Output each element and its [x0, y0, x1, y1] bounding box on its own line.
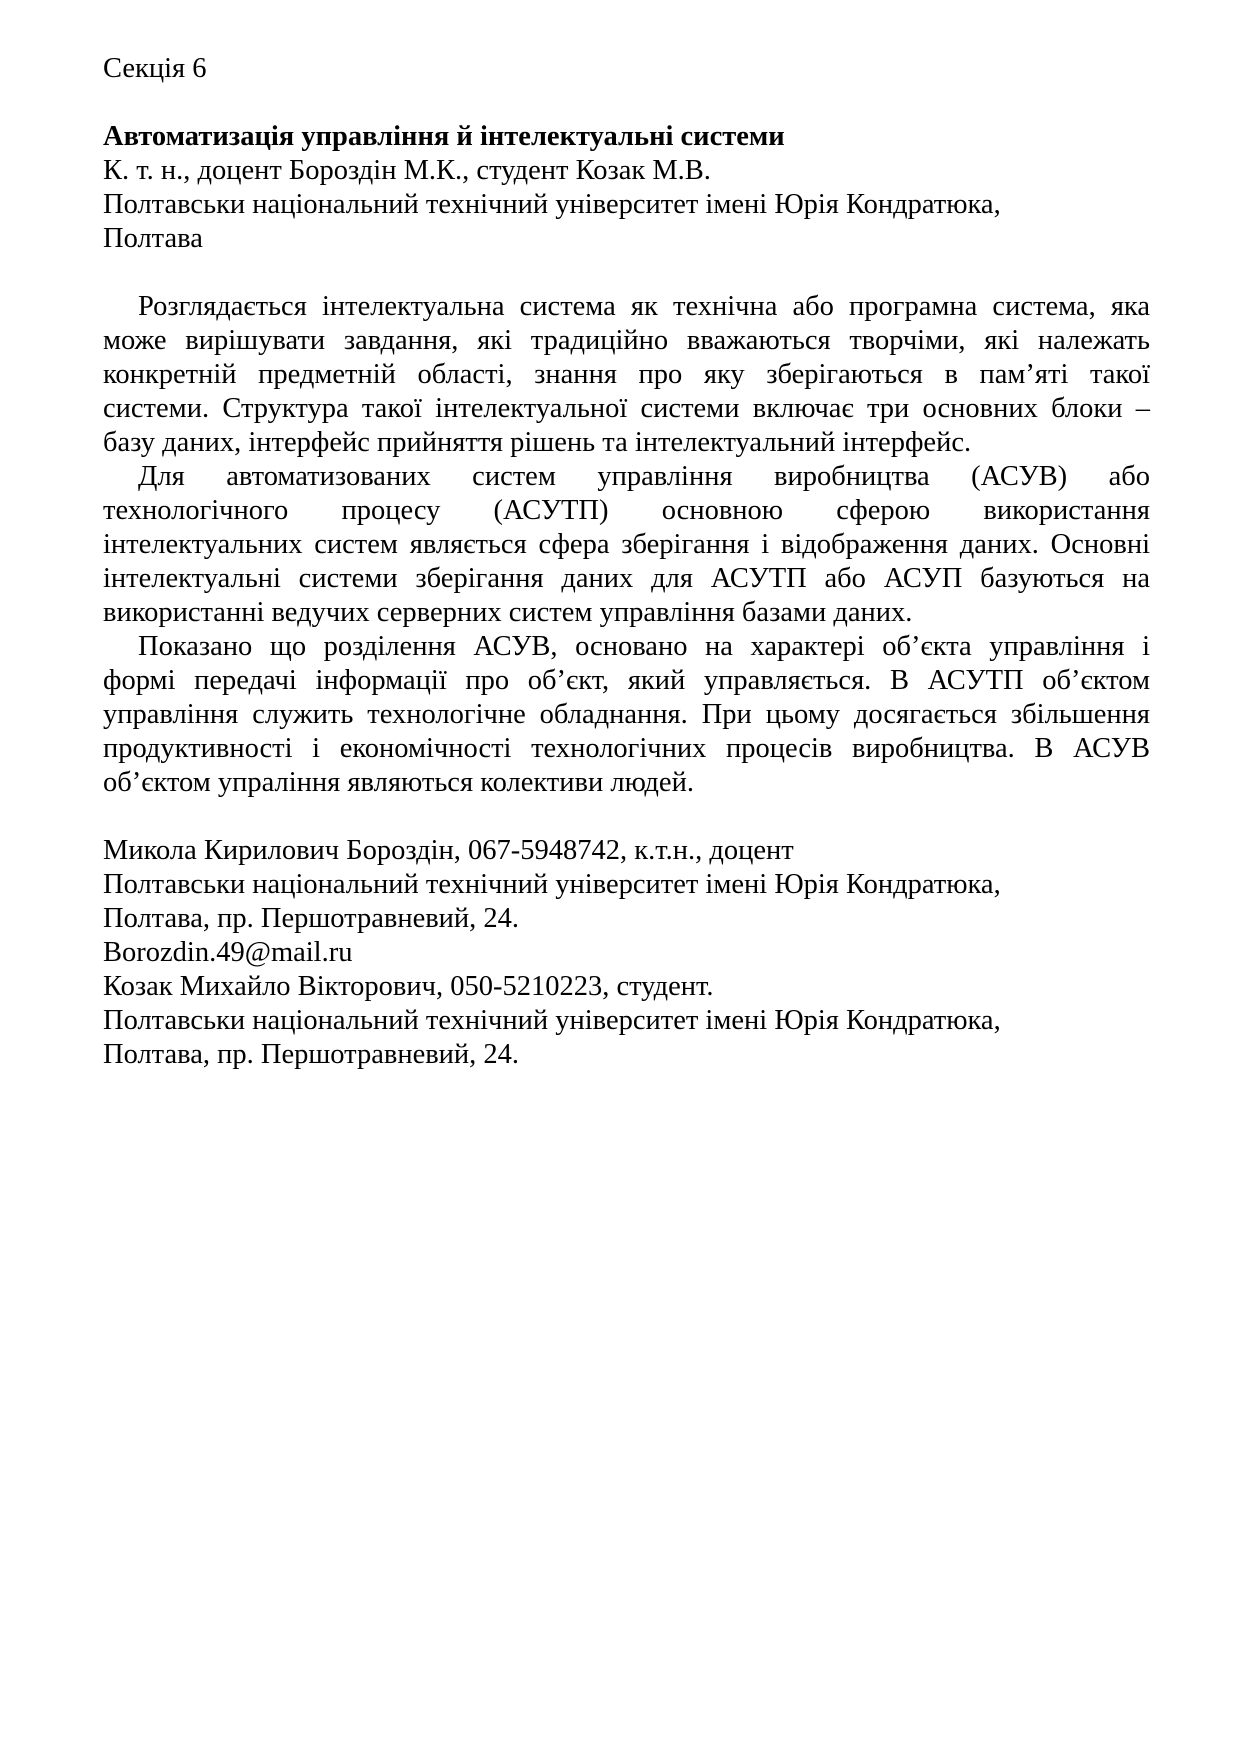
paragraph-1-line-2: може вирішувати завдання, які традиційно вважаються творчіми, які належать	[103, 325, 1150, 356]
byline: К. т. н., доцент Бороздін М.К., студент Козак М.В.	[103, 155, 711, 186]
paragraph-2-line-5: використанні ведучих серверних систем управління базами даних.	[103, 597, 913, 628]
paragraph-3-line-5: об’єктом упраління являються колективи людей.	[103, 767, 694, 798]
paragraph-2-line-3: інтелектуальних систем являється сфера зберігання і відображення даних. Основні	[103, 529, 1150, 560]
contact-author2-line: Козак Михайло Вікторович, 050-5210223, студент.	[103, 971, 714, 1002]
paragraph-2-line-4: інтелектуальні системи зберігання даних для АСУТП або АСУП базуються на	[103, 563, 1150, 594]
paragraph-3-line-1: Показано що розділення АСУВ, основано на характері об’єкта управління і	[138, 631, 1150, 662]
city-line: Полтава	[103, 223, 203, 254]
paragraph-1-line-5: базу даних, інтерфейс прийняття рішень та інтелектуальний інтерфейс.	[103, 427, 972, 458]
blank-line	[103, 800, 1150, 834]
contact-affiliation2-line: Полтавськи національний технічний університет імені Юрія Кондратюка,	[103, 1005, 1001, 1036]
contact-author1-line: Микола Кирилович Бороздін, 067-5948742, к.т.н., доцент	[103, 835, 794, 866]
paragraph-3-line-4: продуктивності і економічності технологічних процесів виробництва. В АСУВ	[103, 733, 1150, 764]
contact-address2-line: Полтава, пр. Першотравневий, 24.	[103, 1039, 520, 1070]
paragraph-1-line-3: конкретній предметній області, знання про яку зберігаються в пам’яті такої	[103, 359, 1150, 390]
paragraph-3-line-3: управління служить технологічне обладнання. При цьому досягається збільшення	[103, 699, 1150, 730]
document-content	[103, 52, 1150, 1072]
paragraph-1-line-4: системи. Структура такої інтелектуальної системи включає три основних блоки –	[103, 393, 1150, 424]
affiliation-line: Полтавськи національний технічний університет імені Юрія Кондратюка,	[103, 189, 1001, 220]
contact-address-line: Полтава, пр. Першотравневий, 24.	[103, 903, 520, 934]
blank-line	[103, 256, 1150, 290]
contact-email: Borozdin.49@mail.ru	[103, 937, 353, 968]
paragraph-2-line-1: Для автоматизованих систем управління виробництва (АСУВ) або	[138, 461, 1150, 492]
paragraph-2-line-2: технологічного процесу (АСУТП) основною сферою використання	[103, 495, 1150, 526]
paragraph-1-line-1: Розглядається інтелектуальна система як технічна або програмна система, яка	[138, 291, 1150, 322]
blank-line	[103, 86, 1150, 120]
section-label: Секція 6	[103, 53, 207, 84]
contact-affiliation-line: Полтавськи національний технічний університет імені Юрія Кондратюка,	[103, 869, 1001, 900]
paragraph-3-line-2: формі передачі інформації про об’єкт, який управляється. В АСУТП об’єктом	[103, 665, 1150, 696]
article-title: Автоматизація управління й інтелектуальні системи	[103, 121, 785, 152]
